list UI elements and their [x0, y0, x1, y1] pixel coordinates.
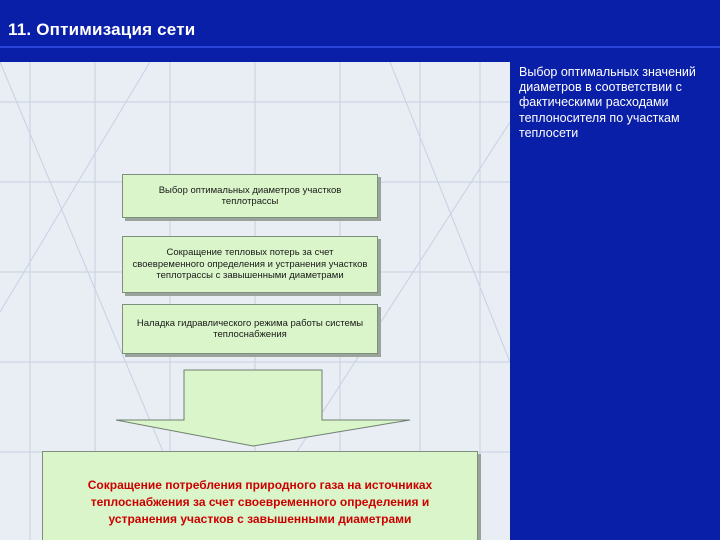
result-gas-reduction	[42, 451, 478, 540]
sidebar-description: Выбор оптимальных значений диаметров в соответствии с фактическими расходами теплоносителя по участкам теплосети	[519, 65, 696, 140]
step-optimal-diameters	[122, 174, 378, 218]
step-label: Сокращение тепловых потерь за счет своевременного определения и устранения участков теплотрассы с завышенными диаметрами	[132, 247, 368, 282]
slide-title: 11. Оптимизация сети	[8, 20, 196, 39]
title-divider	[0, 46, 720, 48]
step-heat-loss-reduction	[122, 236, 378, 293]
step-label: Наладка гидравлического режима работы системы теплоснабжения	[136, 317, 364, 340]
result-label: Сокращение потребления природного газа на источниках теплоснабжения за счет своевременного определения и устранения участков с завышенными диаметрами	[87, 477, 433, 526]
step-label: Выбор оптимальных диаметров участков теплотрассы	[158, 184, 342, 207]
diagram-panel	[0, 62, 510, 540]
down-arrow-icon	[112, 368, 412, 448]
step-hydraulic-adjustment	[122, 304, 378, 354]
